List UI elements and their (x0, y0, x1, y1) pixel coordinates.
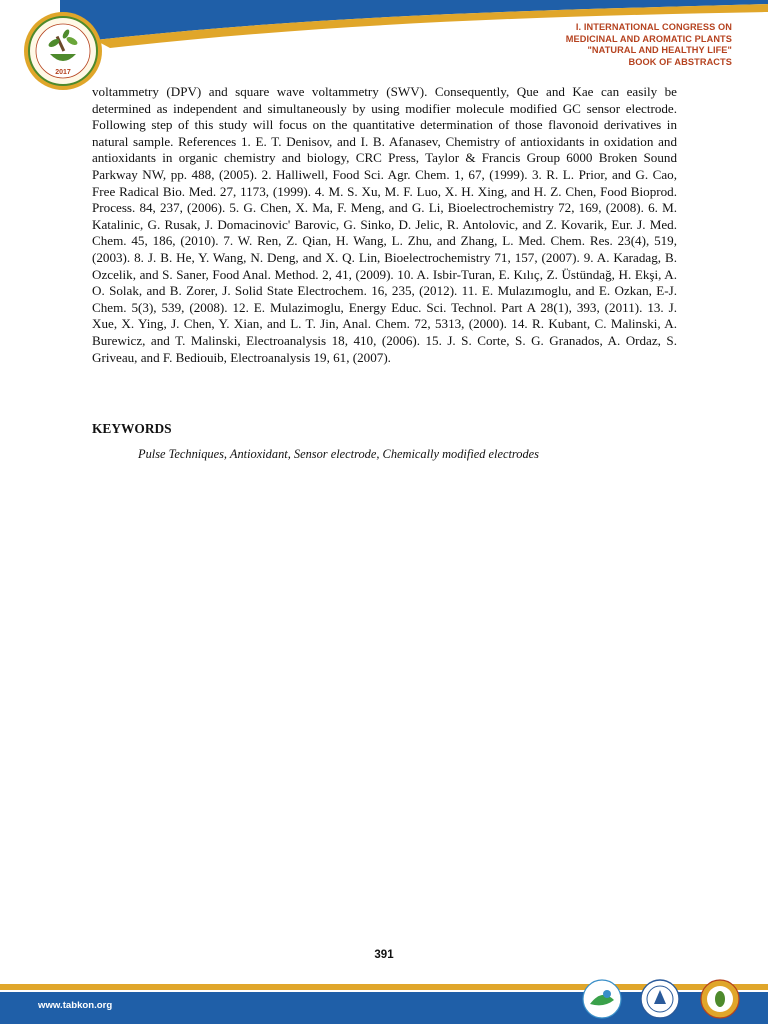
keywords-heading: KEYWORDS (92, 421, 172, 436)
congress-title (566, 22, 732, 68)
footer-website-link[interactable]: www.tabkon.org (38, 1000, 113, 1011)
page-number: 391 (374, 949, 394, 961)
congress-seal-icon (22, 10, 104, 92)
institution-seal-icon (701, 980, 739, 1018)
header-line: "NATURAL AND HEALTHY LIFE" (587, 45, 732, 56)
abstract-paragraph: voltammetry (DPV) and square wave voltammetry (SWV). Consequently, Que and Kae can easily be determined as independent and simultaneously by using modifier molecule modified GC sensor electrode. Following step of this study will focus on the quantitative determination of those flavonoid derivatives in natural sample. References 1. E. T. Denisov, and I. B. Afanasev, Chemistry of antioxidants in oxidation and antioxidants in organic chemistry and biology, CRC Press, Taylor & Francis Group 6000 Broken Sound Parkway NW, pp. 488, (2005). 2. Halliwell, Food Sci. Agr. Chem. 1, 67, (1999). 3. R. L. Prior, and G. Cao, Free Radical Bio. Med. 27, 1173, (1999). 4. M. S. Xu, M. F. Luo, X. H. Xing, and H. Z. Chen, Food Bioprod. Process. 84, 237, (2006). 5. G. Chen, X. Ma, F. Meng, and G. Li, Bioelectrochemistry 72, 169, (2008). 6. M. Katalinic, G. Rusak, J. Domacinovic' Barovic, G. Sinko, D. Jelic, R. Antolovic, and Z. Kovarik, Eur. J. Med. Chem. 45, 186, (2010). 7. W. Ren, Z. Qian, H. Wang, L. Zhu, and Zhang, L. Med. Chem. Res. 23(4), 519, (2003). 8. J. B. He, Y. Wang, N. Deng, and X. Q. Lin, Bioelectrochemistry 71, 157, (2007). 9. A. Karadag, B. Ozcelik, and S. Saner, Food Anal. Method. 2, 41, (2009). 10. A. Isbir-Turan, E. Kılıç, Z. Üstündağ, H. Ekşi, A. O. Solak, and B. Zorer, J. Solid State Electrochem. 16, 235, (2012). 11. E. Mulazımoglu, and E. Ozkan, E-J. Chem. 5(3), 539, (2008). 12. E. Mulazimoglu, Energy Educ. Sci. Technol. Part A 28(1), 393, (2011). 13. J. Xue, X. Ying, J. Chen, Y. Xian, and L. T. Jin, Anal. Chem. 72, 5313, (2000). 14. R. Kubant, C. Malinski, A. Burewicz, and T. Malinski, Electroanalysis 18, 410, (2006). 15. J. S. Corte, S. G. Granados, A. Ordaz, S. Griveau, and F. Bediouib, Electroanalysis 19, 61, (2007). (92, 84, 677, 365)
header-line: BOOK OF ABSTRACTS (628, 56, 732, 67)
keywords-list: Pulse Techniques, Antioxidant, Sensor electrode, Chemically modified electrodes (138, 447, 540, 461)
header-line: I. INTERNATIONAL CONGRESS ON (575, 22, 732, 32)
university-seal-icon (641, 980, 679, 1018)
logo-year: 2017 (55, 69, 71, 76)
footer-logos (580, 976, 750, 1022)
header-line: MEDICINAL AND AROMATIC PLANTS (565, 33, 732, 44)
partner-logo-icon (583, 980, 621, 1018)
